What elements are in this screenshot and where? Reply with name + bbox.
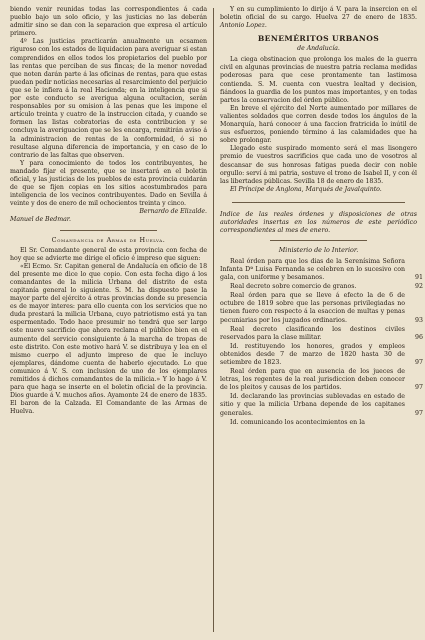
left-column (10, 6, 207, 634)
index-entry (220, 283, 423, 291)
signature-elizalde: Bernardo de Elizalde. (139, 208, 207, 216)
index-entry (220, 419, 417, 427)
index-entry (220, 257, 423, 282)
index-entry-page: 97 (415, 409, 423, 417)
index-entry (220, 342, 423, 367)
right-top-paragraph (220, 6, 417, 30)
index-entry-text: Id. comunicando los acontecimientos en la (230, 418, 365, 426)
index-entry-text: Real órden para que en ausencia de los jueces de letras, los regentes de la real jurisdiccion deben conocer de los pleitos y causas de los partidos. (220, 368, 405, 392)
index-entry-text: Real órden para que los dias de la Serenísima Señora Infanta Dª Luisa Fernanda se celebren en lo sucesivo con gala, con uniforme y besamanos. (220, 257, 405, 282)
index-entry-text: Id. restituyendo los honores, grados y empleos obtenidos desde 7 de marzo de 1820 hasta 30 de setiembre de 1823. (220, 342, 405, 366)
index-entry-page: 91 (415, 274, 423, 282)
left-paragraph-1: biendo venir reunidas todas las correspondientes á cada pueblo bajo un solo oficio, y las justicias no las deberán admitir sino se dan con la separacion que expresa el artículo primero. (10, 6, 207, 38)
separator-3 (270, 240, 367, 241)
index-entry (220, 368, 423, 392)
left-paragraph-2: 4º Las justicias practicarán anualmente un ecsamen riguroso con los estados de liquidacion para averiguar si estan comprendidos en ellos todos los propietarios del pueblo por las rentas que perciban de sus fincas; de la menor novedad que noten darán parte á las oficinas de rentas, para que estas puedan pedir noticias necesarias al resarcimiento del perjuicio que se le infiera á la real Hacienda; en la inteligencia que si por este conducto se averigua alguna ocultacion, serán responsables por su omision á las penas que les impone el artículo treinta y cuatro de la instruccion citada, y cuando se formen las listas cobratorias de esta contribucion y se concluya la averiguacion que se les encarga, remitirán aviso á la administracion de rentas de la conformidad, ó si no resultase alguna diferencia de importancia, y en caso de lo contrario de las faltas que observen. (10, 38, 207, 159)
signature-bedmar: Manuel de Bedmar. (10, 216, 71, 224)
left-paragraph-4: El Sr. Comandante general de esta provincia con fecha de hoy que se advierte me dirige el oficio é impreso que siguen: (10, 246, 207, 262)
left-paragraph-5: «El Ecmo. Sr. Capitan general de Andalucía en oficio de 18 del presente me dice lo que copio. Con esta fecha digo á los comandantes de la milicia Urbana del distrito de esta capitanía general lo siguiente. S. M. ha dispuesto pase la mayor parte del ejército á otras provincias donde su presencia es de mayor interes: para ello cuenta con los servicios que no duda prestará la milicia Urbana, cuyo patriotismo está ya tan espermentado. Todo hace presumir no tendrá que ser largo este nuevo sacrificio que ahora reclama el público bien en el aumento del servicio consiguiente á la marcha de tropas de este distrito. Con este motivo hará V. se distribuya y lea en el mismo cuerpo el adjunto impreso de que le incluyo ejemplares, dándome cuenta de haberlo ejecutado. Lo que comunico á V. S. con inclusion de uno de los ejemplares remitidos á dichos comandantes de la milicia.» Y lo hago á V. para que haga se inserte en el boletin oficial de la provincia. Dios guarde á V. muchos años. Ayamonte 24 de enero de 1835. El baron de la Calzada. El Comandante de las Armas de Huelva. (10, 262, 207, 416)
index-heading: Indice de las reales órdenes y disposiciones de otras autoridades insertas en los números de este periódico correspondientes al mes de enero. (220, 210, 417, 234)
index-entry (220, 325, 423, 342)
index-entry-text: Real decreto sobre comercio de granos. (230, 283, 357, 291)
page-subtitle: de Andalucía. (297, 45, 340, 53)
signature-lopez: Antonio Lopez. (220, 22, 267, 30)
signature-anglona: El Príncipe de Anglona, Marqués de Javalquinto. (230, 185, 382, 193)
page-title: BENEMÉRITOS URBANOS (257, 34, 380, 44)
ministry-heading: Ministerio de lo Interior. (278, 245, 359, 254)
right-column (220, 6, 423, 634)
separator (60, 230, 157, 231)
right-paragraph-3: Llegado este suspirado momento será el mas lisongero premio de vuestros sacrificios que cada uno de vosotros al descansar de sus honrosas fatigas pueda decir con noble orgullo: serví á mi patria, sostuve el trono de Isabel II, y con él las libertades públicas. Sevilla 18 de enero de 1835. (220, 145, 417, 185)
index-entry-text: Real decreto clasificando los destinos civiles reservados para la clase militar. (220, 325, 405, 341)
index-entry (220, 292, 423, 324)
index-entry-page: 97 (415, 359, 423, 366)
left-paragraph-3: Y para conocimiento de todos los contribuyentes, he mandado fijar el presente, que se insertará en el boletin oficial, y las justicias de los pueblos de esta provincia cuidarán de que se fijen copias en los sitios acostumbrados para inteligencia de los vecinos contribuyentes. Dado en Sevilla á veinte y dos de enero de mil ochocientos treinta y cinco. (10, 159, 207, 208)
right-top-text: Y en su cumplimiento lo dirijo á V. para la insercion en el boletin oficial de su cargo. Huelva 27 de enero de 1835. (220, 6, 417, 22)
index-entry-text: Real órden para que se lleve á efecto la de 6 de octubre de 1819 sobre que las personas privilegiadas no tienen fuero con respecto á la esaccion de multas y penas pecuniarias por los juzgados ordinarios. (220, 292, 405, 324)
index-entry-page: 96 (415, 333, 423, 341)
right-paragraph-2: En breve el ejército del Norte aumentado por millares de valientes soldados que corren desde todos los ángulos de la Monarquía, hará conocer á una faccion fratricida lo inútil de sus esfuerzos, poniendo término á las calamidades que ha sobre prolongar. (220, 104, 417, 145)
index-entry-text: Id. declarando las provincias sublevadas en estado de sitio y que la milicia Urbana depende de los capitanes generales. (220, 393, 405, 417)
index-entry-page: 97 (415, 384, 423, 392)
separator-2 (232, 202, 405, 203)
index-entry (220, 393, 423, 417)
section-title-huelva: Comandancia de Armas de Huelva. (51, 235, 166, 244)
column-divider (213, 8, 214, 632)
index-entry-page: 92 (415, 283, 423, 291)
right-paragraph-1: La ciega obstinacion que prolonga los males de la guerra civil en algunas provincias de nuestra patria reclama medidas poderosas para que cese prontamente tan lastimosa contienda. S. M. cuenta con vuestra lealtad y decision, fiándoos la guardia de los puntos mas importantes, y en todas partes la conservacion del órden público. (220, 56, 417, 104)
left-signature (10, 208, 207, 216)
index-entry-page: 93 (415, 316, 423, 324)
